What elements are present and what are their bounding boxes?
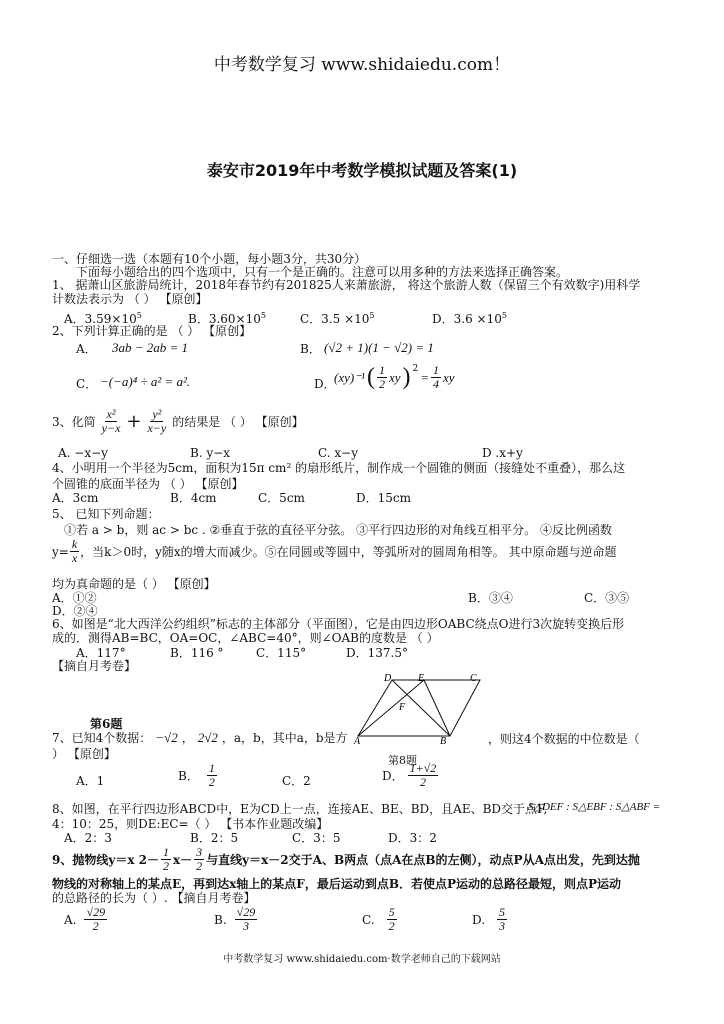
- q8-option-b: B．2：5: [190, 831, 239, 845]
- q2-option-c: −(−a)⁴ ÷ a² = a².: [100, 374, 191, 389]
- q3-option-d: D .x+y: [482, 446, 523, 460]
- q8-stem-line1: 8、如图，在平行四边形ABCD中，E为CD上一点，连接AE、BE、BD，且AE、BD交于点F,: [52, 802, 548, 816]
- q1-option-b: B．$3.60\times 10^5$: [188, 311, 266, 326]
- q7-stem: 7、已知4个数据： −√2 ， 2√2 ，a，b，其中a，b是方: [52, 730, 348, 745]
- q4-option-a: A．3cm: [52, 491, 99, 505]
- parallelogram-figure: [352, 672, 492, 744]
- q9-option-a: A. $\frac{√29}{2}$: [64, 905, 106, 933]
- q9-stem-line3: 的总路径的长为（ ）. 【摘自月考卷】: [52, 891, 256, 905]
- q1-stem-line1: 1、 据萧山区旅游局统计，2018年春节约有201825人来萧旅游， 将这个旅游人数（保留三个有效数字)用科学: [52, 278, 641, 292]
- parallelogram-abcd: [358, 680, 480, 736]
- q2-option-d-label: D．: [314, 377, 336, 391]
- q5-option-c: C．③⑤: [584, 591, 630, 605]
- q8-stem-line2: 4：10：25，则DE:EC=（ ） 【书本作业题改编】: [52, 817, 329, 831]
- point-e-label: E: [418, 673, 425, 684]
- q6-stem-line1: 6、如图是“北大西洋公约组织”标志的主体部分（平面图），它是由四边形OABC绕点O进行3次旋转变换后形: [52, 617, 625, 631]
- q9-stem-line2: 物线的对称轴上的某点E，再到达x轴上的某点F，最后运动到点B．若使点P运动的总路径最短，则点P运动: [52, 877, 622, 891]
- q5-stem: 5、 已知下列命题：: [52, 507, 160, 521]
- q8-area-ratio: S△DEF : S△EBF : S△ABF =: [528, 801, 661, 813]
- q9-option-c: C. $\frac{5}{2}$: [362, 905, 395, 933]
- q2-stem: 2、下列计算正确的是 （ ） 【原创】: [52, 324, 252, 338]
- q7-option-b: B． $\frac{1}{2}$: [178, 761, 215, 789]
- q2-option-a-label: A．: [76, 342, 97, 356]
- q4-option-d: D．15cm: [356, 491, 411, 505]
- q7-stem-line2: ） 【原创】: [52, 747, 116, 761]
- section-heading: 一、仔细选一选（本题有10个小题，每小题3分，共30分）: [52, 252, 367, 266]
- q5-line2: y= $\frac{k}{x}$ ，当k＞0时，y随x的增大而减少。⑤在同圆或等圆中，等弧所对的圆周角相等。 其中原命题与逆命题: [52, 537, 617, 565]
- q7-option-a: A．1: [76, 774, 105, 788]
- q1-stem-line2: 计数法表示为 （ ） 【原创】: [52, 292, 208, 306]
- q6-stem-line2: 成的．测得AB=BC，OA=OC，∠ABC=40°，则∠OAB的度数是 （ ）: [52, 631, 439, 645]
- q7-stem-tail: ，则这4个数据的中位数是（: [488, 732, 640, 746]
- q2-option-c-label: C．: [76, 377, 98, 391]
- q9-option-b: B. $\frac{√29}{3}$: [214, 905, 256, 933]
- q3-option-b: B. y−x: [190, 446, 231, 460]
- point-f-label: F: [399, 702, 406, 713]
- q2-option-b: (√2 + 1)(1 − √2) = 1: [324, 340, 434, 355]
- q8-figure-label: 第8题: [388, 754, 417, 767]
- point-c-label: C: [470, 673, 477, 684]
- q6-option-b: B．116 °: [170, 646, 224, 660]
- point-b-label: B: [440, 736, 447, 744]
- q6-option-c: C．115°: [256, 646, 307, 660]
- q8-option-d: D．3：2: [388, 831, 437, 845]
- q5-line1: ①若 a > b，则 ac > bc . ②垂直于弦的直径平分弦。 ③平行四边形的对角线互相平分。 ④反比例函数: [64, 523, 612, 537]
- q3-option-c: C. x−y: [318, 446, 358, 460]
- q5-option-b: B．③④: [468, 591, 513, 605]
- q5-option-a: A．①②: [52, 591, 97, 605]
- section-instructions: 下面每小题给出的四个选项中，只有一个是正确的。注意可以用多种的方法来选择正确答案。: [76, 265, 569, 279]
- q1-option-a: A．$3.59\times 10^5$: [64, 311, 142, 326]
- point-d-label: D: [384, 673, 392, 684]
- q8-option-c: C．3：5: [292, 831, 341, 845]
- q3-option-a: A. −x−y: [58, 446, 108, 460]
- q3-stem: 3、化简 $\frac{\text{x²}}{y-x}$ + $\frac{\text{y²}}{x-y}$ 的结果是 （ ） 【原创】: [52, 407, 304, 435]
- page-title: 泰安市2019年中考数学模拟试题及答案(1): [206, 161, 518, 180]
- q9-stem-line1: 9、抛物线y＝x 2－ $\frac{1}{2}$ x－ $\frac{3}{2}$ 与直线y＝x－2交于A、B两点（点A在点B的左侧），动点P从A点出发，先到达抛: [52, 845, 640, 873]
- q5-option-d: D．②④: [52, 604, 98, 618]
- q6-option-a: A．117°: [76, 646, 126, 660]
- q4-option-c: C．5cm: [258, 491, 305, 505]
- q7-option-d: D． $\frac{1+√2}{2}$: [382, 761, 437, 789]
- q4-stem-line2: 个圆锥的底面半径为 （ ） 【原创】: [52, 477, 244, 491]
- q8-option-a: A．2：3: [64, 831, 112, 845]
- point-a-label: A: [354, 736, 361, 744]
- page-header: 中考数学复习 www.shidaiedu.com！: [213, 55, 511, 75]
- q6-source: 【摘自月考卷】: [52, 659, 137, 673]
- q2-option-b-label: B．: [300, 342, 321, 356]
- q2-option-a: 3ab − 2ab = 1: [112, 340, 189, 355]
- q5-line3: 均为真命题的是（ ） 【原创】: [52, 577, 216, 591]
- q7-option-c: C．2: [282, 774, 311, 788]
- q6-option-d: D．137.5°: [346, 646, 408, 660]
- segment-be: [424, 680, 450, 736]
- q2-option-d: (xy)⁻¹ ( $\frac{1}{2}$ xy ) $^2$ = $\frac{1}{4}$ xy: [334, 363, 455, 391]
- segment-ae: [358, 680, 424, 736]
- q4-stem-line1: 4、小明用一个半径为5cm，面积为15π cm² 的扇形纸片，制作成一个圆锥的侧面（接缝处不重叠），那么这: [52, 461, 626, 475]
- q1-option-c: C．$3.5 \times 10^5$: [300, 311, 375, 326]
- q6-figure-label: 第6题: [90, 717, 123, 731]
- q1-option-d: D．$3.6 \times 10^5$: [432, 311, 507, 326]
- q9-option-d: D. $\frac{5}{3}$: [472, 905, 506, 933]
- page-footer: 中考数学复习 www.shidaiedu.com·数学老师自己的下载网站: [223, 954, 501, 965]
- q4-option-b: B．4cm: [170, 491, 217, 505]
